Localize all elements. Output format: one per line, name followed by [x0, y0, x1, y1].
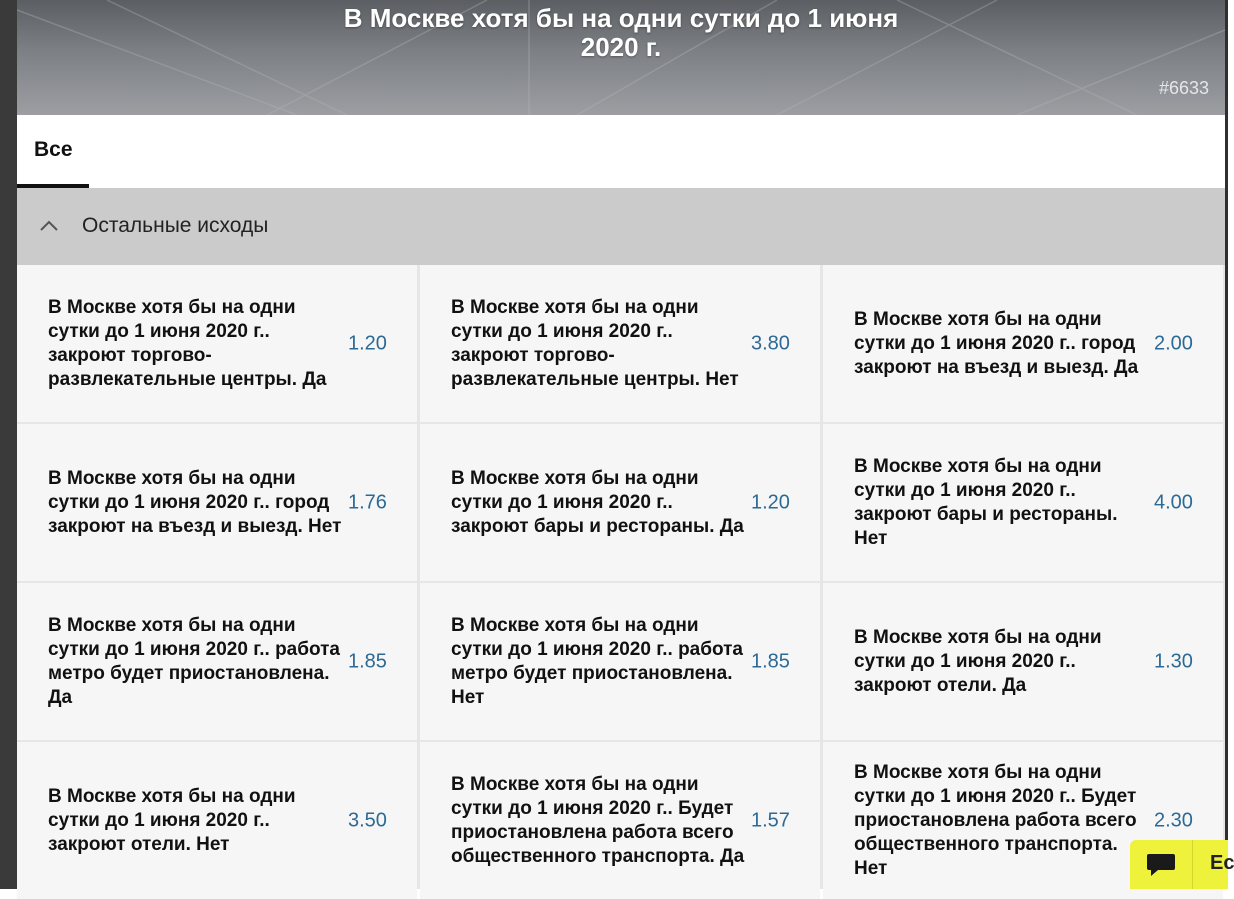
outcome-name: В Москве хотя бы на одни сутки до 1 июня 2020 г.. Будет приостановлена работа всего общественного транспорта. Да [451, 773, 745, 867]
outcome-name: В Москве хотя бы на одни сутки до 1 июня 2020 г.. город закроют на въезд и выезд. Да [854, 308, 1139, 378]
outcome-cell[interactable] [823, 265, 1223, 422]
outcome-name: В Москве хотя бы на одни сутки до 1 июня 2020 г.. закроют отели. Да [854, 626, 1102, 696]
chat-bubble-icon [1146, 852, 1176, 878]
outcome-cell[interactable] [17, 265, 417, 422]
chat-widget-label: Ес [1210, 852, 1234, 874]
outcome-odds: 3.50 [348, 809, 387, 831]
outcome-cell[interactable] [17, 424, 417, 581]
tab-all-label: Все [34, 138, 73, 161]
event-title-line1: В Москве хотя бы на одни сутки до 1 июня [343, 3, 899, 33]
outcome-odds: 1.76 [348, 491, 387, 513]
outcome-cell[interactable] [823, 424, 1223, 581]
chevron-up-icon [39, 218, 59, 232]
outcome-cell[interactable] [17, 742, 417, 899]
event-header [17, 0, 1225, 115]
outcome-cell[interactable] [420, 424, 820, 581]
tab-bar [17, 115, 1225, 188]
outcome-odds: 1.20 [751, 491, 790, 513]
outcome-odds: 2.00 [1154, 332, 1193, 354]
outcome-name: В Москве хотя бы на одни сутки до 1 июня 2020 г.. Будет приостановлена работа всего общественного транспорта. Нет [854, 761, 1137, 879]
outcome-odds: 1.30 [1154, 650, 1193, 672]
outcome-name: В Москве хотя бы на одни сутки до 1 июня 2020 г.. работа метро будет приостановлена. Нет [451, 614, 743, 708]
event-title [17, 4, 1225, 62]
outcome-odds: 1.85 [348, 650, 387, 672]
group-label: Остальные исходы [82, 214, 269, 237]
outcome-name: В Москве хотя бы на одни сутки до 1 июня 2020 г.. закроют торгово-развлекательные центры. Да [48, 296, 327, 390]
outcome-name: В Москве хотя бы на одни сутки до 1 июня 2020 г.. город закроют на въезд и выезд. Нет [48, 467, 342, 537]
chat-widget-divider [1192, 840, 1193, 889]
outcome-cell[interactable] [420, 265, 820, 422]
outcome-name: В Москве хотя бы на одни сутки до 1 июня 2020 г.. работа метро будет приостановлена. Да [48, 614, 340, 708]
window-right-edge [1225, 0, 1228, 889]
outcome-cell[interactable] [420, 583, 820, 740]
outcome-cell[interactable] [823, 583, 1223, 740]
outcome-odds: 3.80 [751, 332, 790, 354]
outcome-cell[interactable] [17, 583, 417, 740]
event-title-line2: 2020 г. [580, 32, 662, 62]
outcome-odds: 4.00 [1154, 491, 1193, 513]
event-page [17, 0, 1225, 889]
outcome-name: В Москве хотя бы на одни сутки до 1 июня 2020 г.. закроют бары и рестораны. Нет [854, 455, 1118, 549]
outcome-odds: 1.20 [348, 332, 387, 354]
window-left-edge [0, 0, 17, 889]
chat-widget-button[interactable] [1130, 840, 1234, 889]
outcome-odds: 1.57 [751, 809, 790, 831]
other-outcomes-group-toggle[interactable] [17, 188, 1225, 265]
event-id: #6633 [1158, 78, 1209, 98]
outcome-name: В Москве хотя бы на одни сутки до 1 июня 2020 г.. закроют торгово-развлекательные центры. Нет [451, 296, 739, 390]
outcome-odds: 2.30 [1154, 809, 1193, 831]
tab-all[interactable] [17, 115, 89, 188]
outcome-name: В Москве хотя бы на одни сутки до 1 июня 2020 г.. закроют отели. Нет [48, 785, 296, 855]
outcome-name: В Москве хотя бы на одни сутки до 1 июня 2020 г.. закроют бары и рестораны. Да [451, 467, 744, 537]
outcome-odds: 1.85 [751, 650, 790, 672]
outcome-cell[interactable] [420, 742, 820, 899]
outcomes-grid [17, 265, 1225, 889]
